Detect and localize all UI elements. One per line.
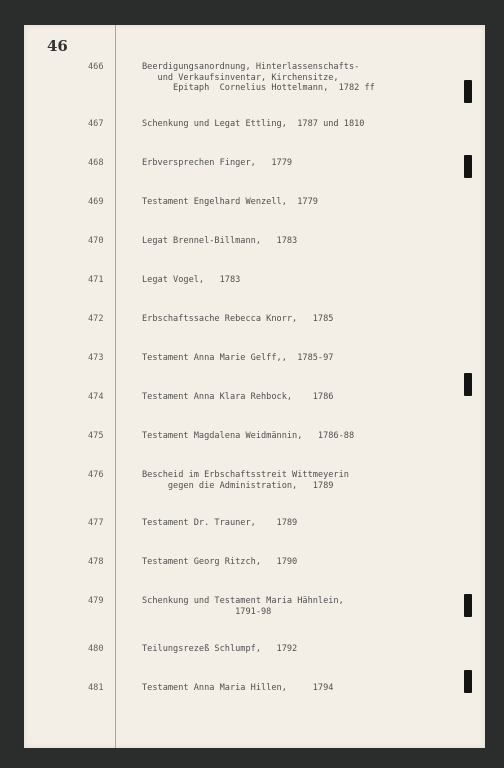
entry-text: Schenkung und Testament Maria Hähnlein, 1791-98: [142, 596, 344, 617]
entry-number: 480: [88, 644, 104, 654]
entry-number: 476: [88, 470, 104, 480]
entry-text: Schenkung und Legat Ettling, 1787 und 1810: [142, 119, 365, 129]
entry-text: Erbversprechen Finger, 1779: [142, 158, 293, 168]
entry-text: Teilungsrezeß Schlumpf, 1792: [142, 644, 298, 654]
entry-text: Testament Anna Marie Gelff,, 1785-97: [142, 353, 334, 363]
entry-number: 481: [88, 683, 104, 693]
entry-text: Testament Engelhard Wenzell, 1779: [142, 197, 318, 207]
entry-text: Legat Vogel, 1783: [142, 275, 241, 285]
index-tab-marker: [464, 594, 472, 617]
entry-number: 468: [88, 158, 104, 168]
index-tab-marker: [464, 670, 472, 693]
entry-number: 470: [88, 236, 104, 246]
entry-text: Testament Georg Ritzch, 1790: [142, 557, 298, 567]
index-tab-marker: [464, 373, 472, 396]
entry-number: 478: [88, 557, 104, 567]
document-page: [24, 25, 485, 748]
entry-text: Testament Anna Maria Hillen, 1794: [142, 683, 334, 693]
entry-text: Erbschaftssache Rebecca Knorr, 1785: [142, 314, 334, 324]
entry-text: Beerdigungsanordnung, Hinterlassenschafts- und Verkaufsinventar, Kirchensitze, Epitaph Cornelius Hottelmann, 1782 ff: [142, 62, 375, 93]
entry-text: Bescheid im Erbschaftsstreit Wittmeyerin gegen die Administration, 1789: [142, 470, 349, 491]
entry-number: 466: [88, 62, 104, 72]
margin-rule: [115, 25, 116, 748]
entry-number: 474: [88, 392, 104, 402]
entry-number: 469: [88, 197, 104, 207]
entry-number: 472: [88, 314, 104, 324]
entry-text: Testament Anna Klara Rehbock, 1786: [142, 392, 334, 402]
entry-number: 479: [88, 596, 104, 606]
index-tab-marker: [464, 80, 472, 103]
entry-text: Testament Dr. Trauner, 1789: [142, 518, 298, 528]
entry-text: Legat Brennel-Billmann, 1783: [142, 236, 298, 246]
entry-number: 473: [88, 353, 104, 363]
entry-number: 477: [88, 518, 104, 528]
entry-number: 475: [88, 431, 104, 441]
page-number: 46: [47, 37, 68, 55]
entry-text: Testament Magdalena Weidmännin, 1786-88: [142, 431, 355, 441]
entry-number: 467: [88, 119, 104, 129]
index-tab-marker: [464, 155, 472, 178]
entry-number: 471: [88, 275, 104, 285]
